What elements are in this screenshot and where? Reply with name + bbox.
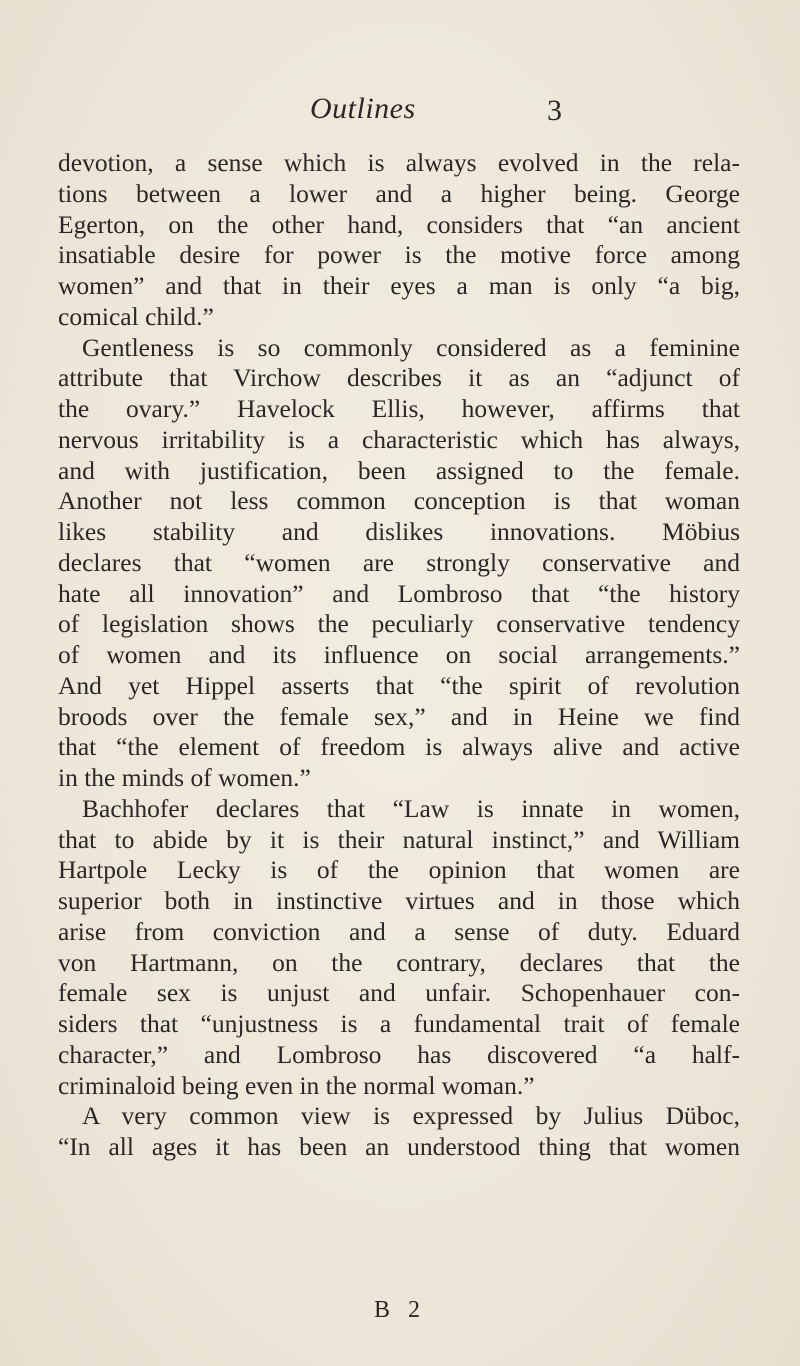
text-line: And yet Hippel asserts that “the spirit of revolution (58, 670, 740, 700)
page-number: 3 (547, 94, 562, 127)
text-line: von Hartmann, on the contrary, declares that the (58, 947, 740, 977)
text-line: declares that “women are strongly conservative and (58, 547, 740, 577)
text-line: of legislation shows the peculiarly conservative tendency (58, 609, 740, 639)
text-line: comical child.” (58, 301, 214, 331)
text-line: and with justification, been assigned to the female. (58, 455, 740, 485)
text-line: Another not less common conception is that woman (58, 486, 740, 516)
text-line: arise from conviction and a sense of duty. Eduard (58, 916, 740, 946)
text-line: hate all innovation” and Lombroso that “the history (58, 578, 740, 608)
text-line: that to abide by it is their natural instinct,” and William (58, 824, 740, 854)
text-line: Hartpole Lecky is of the opinion that women are (58, 855, 740, 885)
text-line: devotion, a sense which is always evolved in the rela- (58, 148, 740, 177)
text-line: the ovary.” Havelock Ellis, however, affirms that (58, 394, 740, 423)
text-line: of women and its influence on social arrangements.” (58, 640, 740, 669)
text-line: criminaloid being even in the normal woman.” (58, 1070, 535, 1100)
text-line: tions between a lower and a higher being. George (58, 178, 740, 208)
text-line: nervous irritability is a characteristic which has always, (58, 424, 740, 454)
text-line: insatiable desire for power is the motive force among (58, 240, 740, 270)
text-line: in the minds of women.” (58, 763, 311, 792)
page-header (0, 92, 800, 132)
text-line: broods over the female sex,” and in Heine we find (58, 701, 740, 731)
signature-mark: B 2 (374, 1297, 427, 1323)
text-line: likes stability and dislikes innovations. Möbius (58, 517, 740, 546)
text-line: siders that “unjustness is a fundamental trait of female (58, 1009, 740, 1038)
paragraph-start-line: A very common view is expressed by Julius Düboc, (82, 1101, 740, 1131)
running-title: Outlines (310, 92, 416, 125)
text-line: female sex is unjust and unfair. Schopenhauer con- (58, 978, 740, 1008)
text-line: that “the element of freedom is always alive and active (58, 732, 740, 762)
paragraph-start-line: Gentleness is so commonly considered as a feminine (82, 332, 740, 362)
paragraph-start-line: Bachhofer declares that “Law is innate in women, (82, 793, 740, 823)
body-text (58, 148, 740, 1163)
text-line: character,” and Lombroso has discovered “a half- (58, 1039, 740, 1069)
text-line: “In all ages it has been an understood thing that women (58, 1132, 740, 1161)
text-line: attribute that Virchow describes it as an “adjunct of (58, 363, 740, 393)
text-line: women” and that in their eyes a man is only “a big, (58, 271, 740, 300)
text-line: Egerton, on the other hand, considers that “an ancient (58, 209, 740, 239)
text-line: superior both in instinctive virtues and in those which (58, 886, 740, 915)
